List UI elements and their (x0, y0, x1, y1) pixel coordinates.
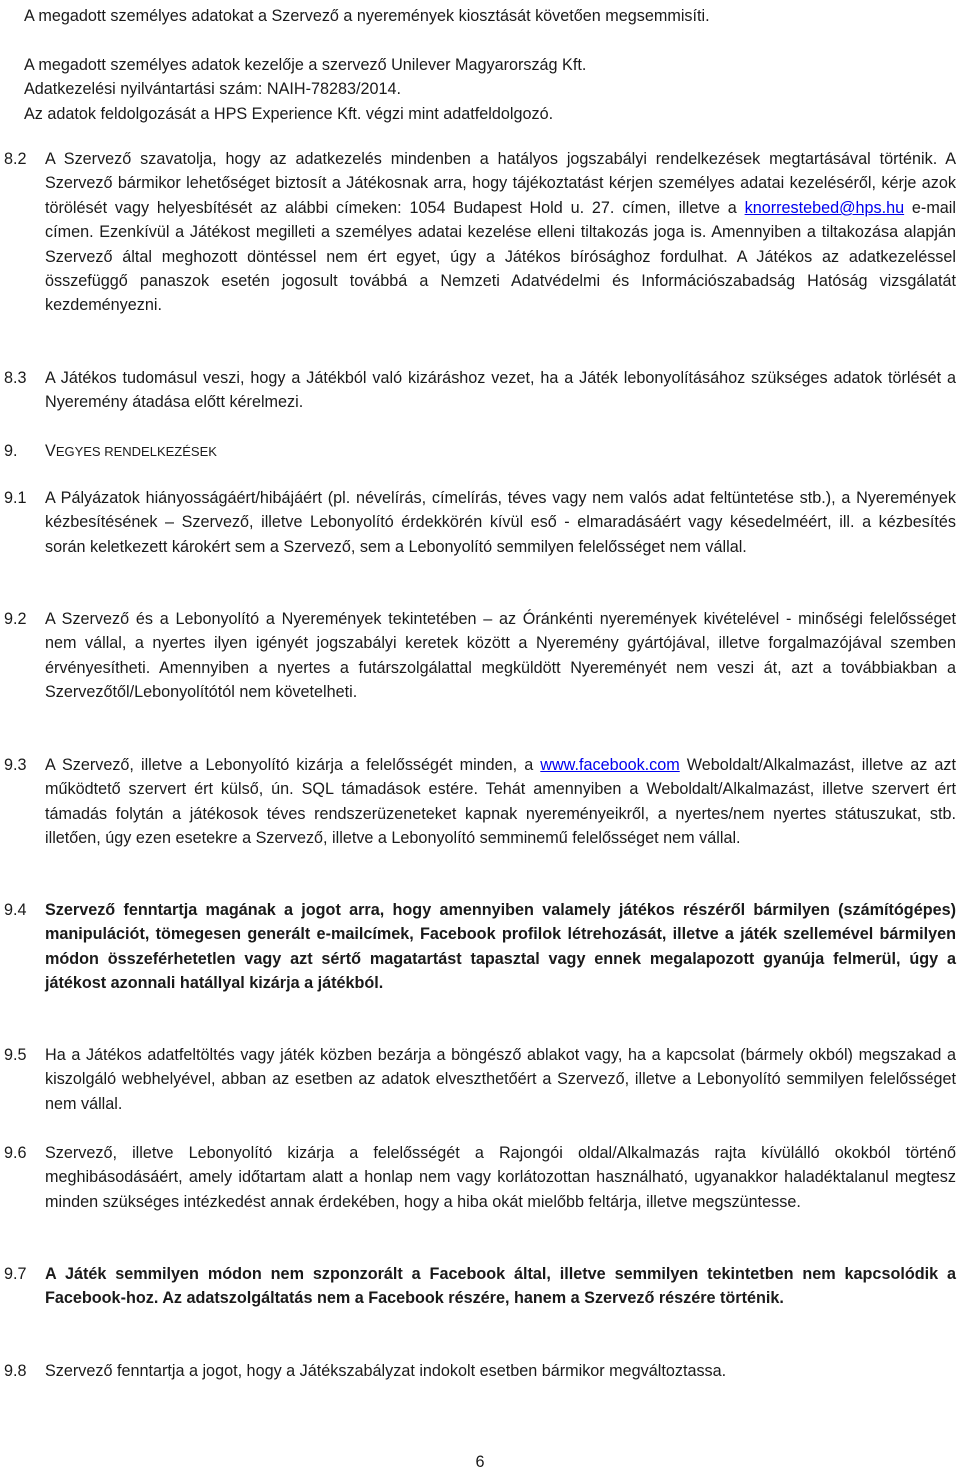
intro-line-2: A megadott személyes adatok kezelője a szervező Unilever Magyarország Kft. (24, 56, 587, 74)
section-9-2 (4, 607, 956, 705)
section-text: Szervező fenntartja magának a jogot arra, hogy amennyiben valamely játékos részéről bármilyen (számítógépes) manipulációt, tömegesen generált e-mailcímek, Facebook profilok létrehozását, illetve a játék szellemével bármilyen módon összeférhetetlen vagy azt sértő magatartást tapasztal vagy ennek megalapozott gyanúja felmerül, úgy a játékost azonnali hatállyal kizárja a játékból. (45, 901, 956, 993)
section-text: A Játékos tudomásul veszi, hogy a Játékból való kizáráshoz vezet, ha a Játék lebonyolításához szükséges adatok törlését a Nyeremény átadása előtt kérelmezi. (45, 369, 956, 412)
section-text: A Pályázatok hiányosságáért/hibájáért (pl. névelírás, címelírás, téves vagy nem valós adat feltüntetése stb.), a Nyeremények kézbesítésének – Szervező, illetve Lebonyolító érdekkörén kívül eső - elmaradásáért vagy késedelméért, ill. a kézbesítés során keletkezett károkért sem a Szervező, sem a Lebonyolító semmilyen felelősséget nem vállal. (45, 489, 956, 556)
section-heading: VEGYES RENDELKEZÉSEK (45, 442, 217, 460)
section-9-1 (4, 486, 956, 559)
section-number: 9.5 (4, 1046, 27, 1064)
section-9-5 (4, 1043, 956, 1116)
section-number: 9.4 (4, 901, 27, 919)
section-8-3 (4, 366, 956, 415)
section-number: 9.3 (4, 756, 27, 774)
section-number: 8.3 (4, 369, 27, 387)
section-number: 9.1 (4, 489, 27, 507)
section-9-heading (4, 439, 956, 464)
intro-line-4: Az adatok feldolgozását a HPS Experience Kft. végzi mint adatfeldolgozó. (24, 104, 554, 123)
section-number: 9.7 (4, 1265, 27, 1283)
intro-line-3: Adatkezelési nyilvántartási szám: NAIH-78283/2014. (24, 80, 401, 99)
section-text: Szervező, illetve Lebonyolító kizárja a felelősségét a Rajongói oldal/Alkalmazás rajta kívülálló okokból történő meghibásodásáért, amely időtartam alatt a honlap nem vagy korlátozottan használható, ugyanakkor haladéktalanul megtesz minden szükséges intézkedést annak érdekében, hogy a hiba okát mielőbb feltárja, illetve megszüntesse. (45, 1144, 956, 1211)
intro-block (24, 53, 944, 126)
section-number: 8.2 (4, 150, 27, 168)
section-9-3 (4, 753, 956, 851)
page-number: 6 (475, 1453, 485, 1471)
section-text: A Szervező, illetve a Lebonyolító kizárja a felelősségét minden, a www.facebook.com Weboldalt/Alkalmazást, illetve az azt működtető szervert ért külső, ún. SQL támadások estére. Tehát amennyiben a Weboldalt/Alkalmazást, illetve szervert ért támadás folytán a játékosok téves rendszerüzeneteket kapnak nyereményeikről, a nyertes/nem nyertes státuszukat, stb. illetően, úgy ezen esetekre a Szervező, illetve a Lebonyolító semminemű felelősséget nem vállal. (45, 756, 956, 848)
section-number: 9.6 (4, 1144, 27, 1162)
section-9-6 (4, 1141, 956, 1214)
section-text: A Játék semmilyen módon nem szponzorált a Facebook által, illetve semmilyen tekintetben nem kapcsolódik a Facebook-hoz. Az adatszolgáltatás nem a Facebook részére, hanem a Szervező részére történik. (45, 1265, 956, 1308)
email-link[interactable]: knorrestebed@hps.hu (744, 198, 905, 217)
section-number: 9. (4, 442, 18, 460)
section-number: 9.2 (4, 610, 27, 628)
section-9-8 (4, 1359, 956, 1383)
section-text: Ha a Játékos adatfeltöltés vagy játék közben bezárja a böngésző ablakot vagy, ha a kapcsolat (bármely okból) megszakad a kiszolgáló webhelyével, abban az esetben az adatok elveszthetőért a Szervező, illetve a Lebonyolító semmilyen felelősséget nem vállal. (45, 1046, 956, 1113)
section-text: Szervező fenntartja a jogot, hogy a Játékszabályzat indokolt esetben bármikor megváltoztassa. (45, 1362, 727, 1380)
section-text: A Szervező és a Lebonyolító a Nyeremények tekintetében – az Óránkénti nyeremények kivételével - minőségi felelősséget nem vállal, a nyertes ilyen igényét jogszabályi keretek között a Nyeremény gyártójával, illetve forgalmazójával szemben érvényesítheti. Amennyiben a nyertes a futárszolgálattal megküldött Nyereményét nem veszi át, azt a továbbiakban a Szervezőtől/Lebonyolítótól nem követelheti. (45, 610, 956, 702)
section-9-7 (4, 1262, 956, 1311)
section-number: 9.8 (4, 1362, 27, 1380)
section-9-4 (4, 898, 956, 996)
section-8-2 (4, 147, 956, 318)
section-text: A Szervező szavatolja, hogy az adatkezelés mindenben a hatályos jogszabályi rendelkezések megtartásával történik. A Szervező bármikor lehetőséget biztosít a Játékosnak arra, hogy tájékoztatást kérjen személyes adatai kezeléséről, kérje azok törölését vagy helyesbítését az alábbi címeken: 1054 Budapest Hold u. 27. címen, illetve a knorrestebed@hps.hu e-mail címen. Ezenkívül a Játékost megilleti a személyes adatai kezelése elleni tiltakozás joga is. Amennyiben a tiltakozása alapján Szervező által meghozott döntéssel nem ért egyet, úgy a Játékos bírósághoz fordulhat. A Játékos az adatkezeléssel összefüggő panaszok esetén jogosult továbbá a Nemzeti Adatvédelmi és Információszabadság Hatóság vizsgálatát kezdeményezni. (45, 150, 957, 315)
intro-line-1: A megadott személyes adatokat a Szervező a nyeremények kiosztását követően megsemmisíti. (24, 7, 710, 25)
facebook-link[interactable]: www.facebook.com (540, 756, 680, 774)
